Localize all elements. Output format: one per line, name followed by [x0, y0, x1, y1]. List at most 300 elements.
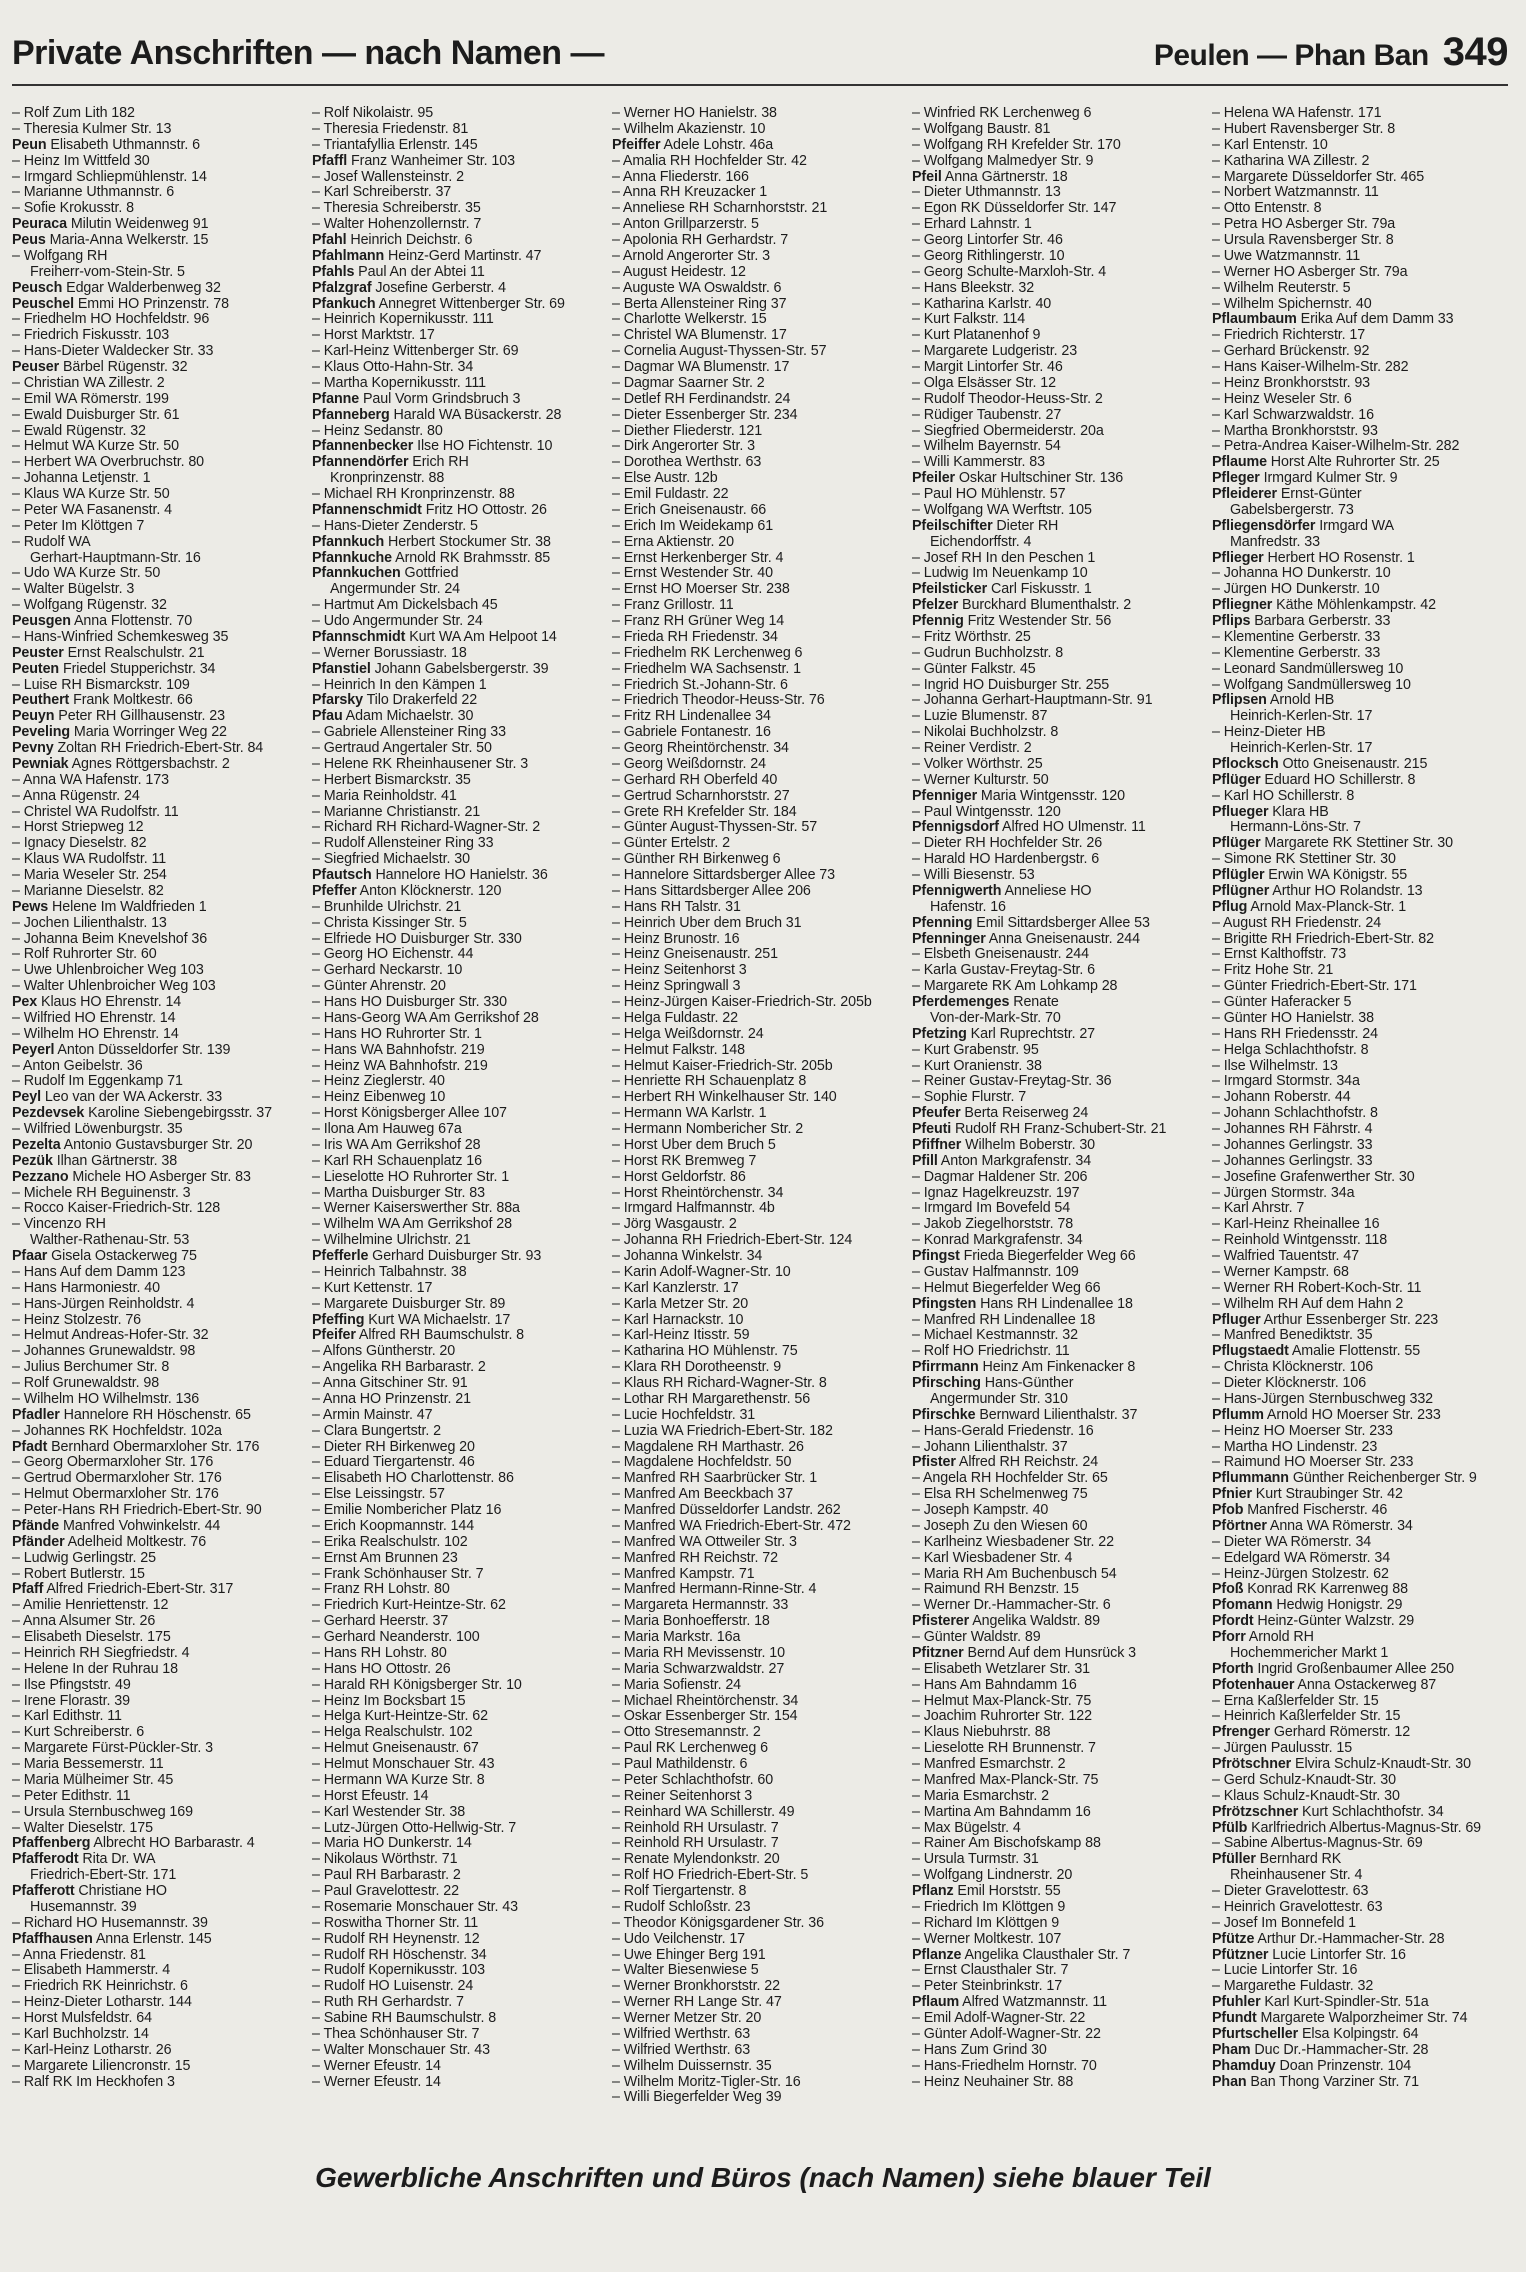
directory-entry: – Gerhard Neckarstr. 10	[312, 963, 463, 979]
directory-entry: – Klaus Niebuhrstr. 88	[912, 1725, 1051, 1741]
directory-entry: – Else Austr. 12b	[612, 471, 718, 487]
directory-entry: – Dieter Gravelottestr. 63	[1212, 1884, 1369, 1899]
directory-entry: – Paul HO Mühlenstr. 57	[912, 487, 1066, 502]
directory-entry: – Maria HO Dunkerstr. 14	[312, 1836, 472, 1852]
directory-entry: – Raimund HO Moerser Str. 233	[1212, 1455, 1414, 1471]
directory-entry: – Konrad Markgrafenstr. 34	[912, 1233, 1083, 1249]
directory-entry: Peyerl Anton Düsseldorfer Str. 139	[12, 1042, 231, 1058]
directory-entry: – Amilie Henriettenstr. 12	[12, 1598, 169, 1614]
directory-entry: – August Heidestr. 12	[612, 264, 746, 280]
directory-entry: – Johann Schlachthofstr. 8	[1212, 1106, 1378, 1122]
directory-entry: – Herbert WA Overbruchstr. 80	[12, 455, 205, 471]
directory-entry: – Reiner Gustav-Freytag-Str. 36	[912, 1074, 1112, 1090]
directory-entry: – Margarethe Fuldastr. 32	[1212, 1979, 1374, 1995]
directory-entry: – Lucie Hochfeldstr. 31	[612, 1407, 756, 1423]
directory-entry: – Günter Haferacker 5	[1212, 995, 1352, 1010]
directory-entry: – Wolfgang RH Krefelder Str. 170	[912, 137, 1121, 153]
directory-entry: Pflaum Alfred Watzmannstr. 11	[912, 1995, 1107, 2011]
directory-entry: – Friedrich Theodor-Heuss-Str. 76	[612, 693, 825, 709]
directory-entry: – Cornelia August-Thyssen-Str. 57	[612, 344, 827, 360]
directory-entry: – Nikolai Buchholzstr. 8	[912, 725, 1059, 741]
directory-entry: – Michael Kestmannstr. 32	[912, 1328, 1078, 1344]
directory-entry: – Walter Uhlenbroicher Weg 103	[12, 979, 216, 995]
directory-entry: – Elfriede HO Duisburger Str. 330	[312, 931, 522, 947]
directory-entry: – Kurt Schreiberstr. 6	[12, 1725, 145, 1741]
directory-entry: – Anneliese RH Scharnhorststr. 21	[612, 201, 828, 217]
directory-entry: – Anna WA Hafenstr. 173	[12, 772, 169, 788]
directory-entry: – Raimund RH Benzstr. 15	[912, 1582, 1079, 1598]
directory-entry: Pflügner Arthur HO Rolandstr. 13	[1212, 883, 1423, 899]
directory-entry: – Elisabeth Dieselstr. 175	[12, 1630, 171, 1645]
directory-entry: – Manfred Benediktstr. 35	[1212, 1328, 1373, 1344]
directory-entry: – Franz RH Grüner Weg 14	[612, 614, 785, 629]
directory-entry: – Siegfried Michaelstr. 30	[312, 852, 470, 868]
directory-entry: – Gabriele Fontanestr. 16	[612, 725, 771, 741]
directory-entry: – Joseph Zu den Wiesen 60	[912, 1518, 1088, 1534]
directory-entry: – Walter Biesenwiese 5	[612, 1963, 759, 1979]
directory-entry: – Dagmar Saarner Str. 2	[612, 375, 765, 391]
directory-entry: Pfannenschmidt Fritz HO Ottostr. 26	[312, 502, 547, 518]
directory-entry: – Günther RH Birkenweg 6	[612, 852, 781, 868]
page-header	[12, 26, 1508, 86]
page-title: Private Anschriften — nach Namen —	[12, 34, 605, 72]
directory-entry: Gerhart-Hauptmann-Str. 16	[30, 550, 201, 566]
directory-entry: – Maria Weseler Str. 254	[12, 868, 167, 883]
directory-entry: – Margarete Düsseldorfer Str. 465	[1212, 169, 1425, 185]
directory-entry: – Johann Roberstr. 44	[1212, 1090, 1351, 1106]
directory-entry: Pfennigwerth Anneliese HO	[912, 883, 1092, 899]
directory-entry: – Hans-Winfried Schemkesweg 35	[12, 629, 229, 645]
directory-entry: – Werner HO Hanielstr. 38	[612, 106, 777, 121]
directory-entry: – Apolonia RH Gerhardstr. 7	[612, 233, 789, 248]
directory-entry: – Walter Monschauer Str. 43	[312, 2042, 490, 2058]
directory-entry: – Horst Königsberger Allee 107	[312, 1106, 507, 1122]
directory-entry: – Kurt Oranienstr. 38	[912, 1058, 1042, 1074]
directory-entry: – Karla Metzer Str. 20	[612, 1296, 749, 1312]
directory-entry: – Heinrich Talbahnstr. 38	[312, 1264, 467, 1280]
directory-entry: – Richard Im Klöttgen 9	[912, 1915, 1060, 1931]
directory-entry: – Hans Kaiser-Wilhelm-Str. 282	[1212, 360, 1409, 375]
directory-entry: – Gertrud Obermarxloher Str. 176	[12, 1471, 222, 1487]
directory-entry: – Martha Bronkhorststr. 93	[1212, 423, 1378, 439]
directory-entry: – Michael Rheintörchenstr. 34	[612, 1693, 799, 1709]
directory-entry: Pfautsch Hannelore HO Hanielstr. 36	[312, 868, 548, 883]
directory-entry: – Hermann Nombericher Str. 2	[612, 1122, 804, 1137]
directory-entry: – Klaus WA Kurze Str. 50	[12, 487, 170, 502]
directory-entry: – Gerd Schulz-Knaudt-Str. 30	[1212, 1772, 1396, 1788]
directory-entry: – Wolfgang Rügenstr. 32	[12, 598, 167, 614]
directory-entry: – Rolf HO Friedrichstr. 11	[912, 1344, 1070, 1360]
directory-entry: – Jakob Ziegelhorststr. 78	[912, 1217, 1074, 1233]
directory-entry: Pezdevsek Karoline Siebengebirgsstr. 37	[12, 1106, 272, 1122]
directory-entry: – Elisabeth HO Charlottenstr. 86	[312, 1471, 514, 1487]
directory-entry: – Georg Rithlingerstr. 10	[912, 248, 1065, 264]
directory-entry: – Hans HO Ottostr. 26	[312, 1661, 451, 1677]
directory-entry: Pfannkuchen Gottfried	[312, 566, 459, 582]
directory-entry: Pezük Ilhan Gärtnerstr. 38	[12, 1153, 178, 1169]
directory-entry: Pfirschke Bernward Lilienthalstr. 37	[912, 1407, 1138, 1423]
directory-entry: – Christian WA Zillestr. 2	[12, 375, 165, 391]
directory-entry: – Udo Angermunder Str. 24	[312, 614, 483, 629]
directory-entry: – Helene In der Ruhrau 18	[12, 1661, 178, 1677]
directory-entry: – Heinz Zieglerstr. 40	[312, 1074, 445, 1090]
directory-entry: – Horst Über dem Bruch 5	[612, 1137, 776, 1153]
directory-entry: – Werner RH Robert-Koch-Str. 11	[1212, 1280, 1422, 1296]
directory-entry: – Helga Realschulstr. 102	[312, 1725, 473, 1741]
directory-entry: Husemannstr. 39	[30, 1899, 137, 1915]
directory-entry: – Johannes Grunewaldstr. 98	[12, 1344, 196, 1360]
directory-entry: – Hermann WA Karlstr. 1	[612, 1106, 767, 1122]
directory-entry: Angermunder Str. 310	[930, 1391, 1068, 1407]
directory-entry: – Klementine Gerberstr. 33	[1212, 629, 1381, 645]
directory-entry: – Horst Mulsfeldstr. 64	[12, 2011, 152, 2026]
directory-entry: – Ernst Clausthaler Str. 7	[912, 1963, 1069, 1979]
directory-entry: – Franz Grillostr. 11	[612, 598, 734, 614]
directory-entry: Pfeiler Oskar Hultschiner Str. 136	[912, 471, 1124, 487]
directory-entry: Pevny Zoltan RH Friedrich-Ebert-Str. 84	[12, 741, 264, 756]
directory-entry: – Gerhard Neanderstr. 100	[312, 1630, 480, 1645]
directory-entry: – Reinhold Wintgensstr. 118	[1212, 1233, 1388, 1249]
directory-entry: – Willi Kammerstr. 83	[912, 455, 1045, 471]
directory-entry: – Petra HO Asberger Str. 79a	[1212, 217, 1396, 233]
directory-entry: – Friedrich Richterstr. 17	[1212, 328, 1366, 344]
directory-entry: – Ignaz Hagelkreuzstr. 197	[912, 1185, 1080, 1201]
directory-entry: Pfanne Paul Vorm Grindsbruch 3	[312, 391, 521, 407]
directory-entry: – Maria RH Mevissenstr. 10	[612, 1645, 785, 1661]
directory-entry: – Vincenzo RH	[12, 1217, 106, 1233]
directory-entry: Freiherr-vom-Stein-Str. 5	[30, 264, 185, 280]
directory-entry: – Heinz Im Bocksbart 15	[312, 1693, 466, 1709]
directory-entry: – Anna Alsumer Str. 26	[12, 1614, 156, 1630]
directory-entry: – Rudolf Allensteiner Ring 33	[312, 836, 494, 852]
directory-entry: Manfredstr. 33	[1230, 534, 1320, 550]
directory-entry: – Helmut Gneisenaustr. 67	[312, 1741, 479, 1757]
directory-entry: – Werner Dr.-Hammacher-Str. 6	[912, 1598, 1111, 1614]
directory-entry: Pfundt Margarete Walporzheimer Str. 74	[1212, 2011, 1468, 2026]
directory-entry: – Margit Lintorfer Str. 46	[912, 360, 1063, 375]
directory-entry: – Hans Bleekstr. 32	[912, 280, 1035, 296]
directory-entry: – Johanna Letjenstr. 1	[12, 471, 151, 487]
directory-entry: Pfeufer Berta Reiserweg 24	[912, 1106, 1089, 1122]
directory-entry: – Luzie Blumenstr. 87	[912, 709, 1048, 725]
directory-entry: – Johanna HO Dunkerstr. 10	[1212, 566, 1391, 582]
directory-entry: – Helga Schlachthofstr. 8	[1212, 1042, 1369, 1058]
directory-entry: Peyl Leo van der WA Ackerstr. 33	[12, 1090, 223, 1106]
directory-entry: – Paul RK Lerchenweg 6	[612, 1741, 768, 1757]
directory-entry: Pfaffhausen Anna Erlenstr. 145	[12, 1931, 212, 1947]
directory-entry: – Werner Efeustr. 14	[312, 2074, 441, 2090]
directory-entry: – Christel WA Blumenstr. 17	[612, 328, 787, 344]
directory-entry: – Wolfgang RH	[12, 248, 108, 264]
directory-entry: – Gerhard RH Oberfeld 40	[612, 772, 778, 788]
directory-entry: – Ignacy Dieselstr. 82	[12, 836, 147, 852]
directory-entry: Hermann-Löns-Str. 7	[1230, 820, 1361, 836]
directory-entry: – Klaus WA Rudolfstr. 11	[12, 852, 167, 868]
directory-entry: – Anna Fliederstr. 166	[612, 169, 749, 185]
directory-entry: Pfrötzschner Kurt Schlachthofstr. 34	[1212, 1804, 1444, 1820]
directory-entry: – Josefine Grafenwerther Str. 30	[1212, 1169, 1415, 1185]
directory-entry: Pfützner Lucie Lintorfer Str. 16	[1212, 1947, 1406, 1963]
directory-entry: – Maria Schwarzwaldstr. 27	[612, 1661, 785, 1677]
directory-entry: – Magdalene RH Marthastr. 26	[612, 1439, 804, 1455]
directory-entry: Rheinhausener Str. 4	[1230, 1868, 1363, 1884]
directory-entry: – Karin Adolf-Wagner-Str. 10	[612, 1264, 791, 1280]
directory-entry: – Rosemarie Monschauer Str. 43	[312, 1899, 518, 1915]
directory-entry: – Georg Rheintörchenstr. 34	[612, 741, 789, 756]
directory-entry: – Georg Schulte-Marxloh-Str. 4	[912, 264, 1107, 280]
directory-entry: – Helmut Andreas-Hofer-Str. 32	[12, 1328, 209, 1344]
directory-entry: – Günter Falkstr. 45	[912, 661, 1036, 677]
directory-entry: – Horst Striepweg 12	[12, 820, 144, 836]
directory-entry: – Margarete Fürst-Pückler-Str. 3	[12, 1741, 213, 1757]
directory-entry: – Helena WA Hafenstr. 171	[1212, 106, 1382, 121]
directory-entry: – Anna Rügenstr. 24	[12, 788, 140, 804]
directory-entry: – Hannelore Sittardsberger Allee 73	[612, 868, 836, 883]
directory-entry: Pfliegensdörfer Irmgard WA	[1212, 518, 1394, 534]
directory-entry: – Heinz Seitenhorst 3	[612, 963, 747, 979]
directory-entry: – Heinz WA Bahnhofstr. 219	[312, 1058, 488, 1074]
directory-entry: – Ilse Pfingststr. 49	[12, 1677, 131, 1693]
directory-entry: Pfotenhauer Anna Ostackerweg 87	[1212, 1677, 1437, 1693]
directory-entry: – Karl Edithstr. 11	[12, 1709, 122, 1725]
directory-entry: Heinrich-Kerlen-Str. 17	[1230, 741, 1373, 756]
directory-entry: – Johannes Gerlingstr. 33	[1212, 1153, 1373, 1169]
directory-entry: Heinrich-Kerlen-Str. 17	[1230, 709, 1373, 725]
directory-entry: – Karla Gustav-Freytag-Str. 6	[912, 963, 1096, 979]
directory-entry: – Fritz Hohe Str. 21	[1212, 963, 1334, 979]
directory-entry: – Diether Fliederstr. 121	[612, 423, 763, 439]
directory-entry: – Elsa RH Schelmenweg 75	[912, 1487, 1088, 1503]
directory-entry: – Rüdiger Taubenstr. 27	[912, 407, 1062, 423]
directory-entry: – Georg Weißdornstr. 24	[612, 756, 766, 772]
directory-entry: – Rolf Zum Lith 182	[12, 106, 135, 121]
directory-entry: – Heinz Bronkhorststr. 93	[1212, 375, 1371, 391]
directory-entry: Pfnier Kurt Straubinger Str. 42	[1212, 1487, 1403, 1503]
directory-entry: – Dagmar WA Blumenstr. 17	[612, 360, 790, 375]
directory-entry: – Friedrich St.-Johann-Str. 6	[612, 677, 788, 693]
directory-entry: – Paul Mathildenstr. 6	[612, 1757, 748, 1772]
directory-entry: – Hubert Ravensberger Str. 8	[1212, 121, 1396, 137]
directory-entry: – Karl Schwarzwaldstr. 16	[1212, 407, 1374, 423]
directory-entry: – Manfred WA Ottweiler Str. 3	[612, 1534, 797, 1550]
directory-entry: – Heinz Im Wittfeld 30	[12, 153, 150, 169]
directory-entry: – Heinrich Kopernikusstr. 111	[312, 312, 494, 328]
directory-entry: – Alfons Güntherstr. 20	[312, 1344, 456, 1360]
directory-entry: – Günter Friedrich-Ebert-Str. 171	[1212, 979, 1417, 995]
directory-entry: Pflieger Herbert HO Rosenstr. 1	[1212, 550, 1415, 566]
directory-entry: Pfeilsticker Carl Fiskusstr. 1	[912, 582, 1092, 598]
directory-entry: – Dieter Uthmannstr. 13	[912, 185, 1061, 201]
directory-entry: Peun Elisabeth Uthmannstr. 6	[12, 137, 200, 153]
directory-entry: Peveling Maria Worringer Weg 22	[12, 725, 227, 741]
directory-entry: – Arnold Angerorter Str. 3	[612, 248, 770, 264]
directory-entry: Pfoß Konrad RK Karrenweg 88	[1212, 1582, 1408, 1598]
directory-entry: – Elsbeth Gneisenaustr. 244	[912, 947, 1089, 963]
directory-entry: – Erich Koopmannstr. 144	[312, 1518, 475, 1534]
directory-entry: – Karl Buchholzstr. 14	[12, 2026, 149, 2042]
directory-entry: – Sabine RH Baumschulstr. 8	[312, 2011, 497, 2026]
directory-entry: – Johanna Beim Knevelshof 36	[12, 931, 208, 947]
directory-entry: – Dirk Angerorter Str. 3	[612, 439, 756, 455]
directory-entry: – Ludwig Gerlingstr. 25	[12, 1550, 156, 1566]
directory-entry: Pfomann Hedwig Honigstr. 29	[1212, 1598, 1403, 1614]
directory-entry: – Kurt Grabenstr. 95	[912, 1042, 1039, 1058]
directory-entry: – Helmut Obermarxloher Str. 176	[12, 1487, 219, 1503]
directory-entry: – Richard RH Richard-Wagner-Str. 2	[312, 820, 541, 836]
directory-entry: – Karl Wiesbadener Str. 4	[912, 1550, 1073, 1566]
directory-entry: – Karl RH Schauenplatz 16	[312, 1153, 482, 1169]
directory-entry: – Robert Butlerstr. 15	[12, 1566, 145, 1582]
directory-entry: – Wilfried Löwenburgstr. 35	[12, 1122, 183, 1137]
directory-entry: – Karl Schreiberstr. 37	[312, 185, 452, 201]
directory-entry: – Hans RH Lohstr. 80	[312, 1645, 447, 1661]
directory-entry: – Wilfried Werthstr. 63	[612, 2026, 751, 2042]
directory-entry: – Horst Geldorfstr. 86	[612, 1169, 746, 1185]
directory-entry: – Katharina WA Zillestr. 2	[1212, 153, 1370, 169]
header-range-and-page	[1154, 30, 1508, 75]
directory-entry: – Gerhard Heerstr. 37	[312, 1614, 449, 1630]
directory-entry: – Horst Rheintörchenstr. 34	[612, 1185, 784, 1201]
directory-entry: – Margarete Liliencronstr. 15	[12, 2058, 191, 2074]
directory-entry: Pfefferle Gerhard Duisburger Str. 93	[312, 1249, 542, 1264]
directory-entry: Pfob Manfred Fischerstr. 46	[1212, 1503, 1388, 1518]
directory-entry: – Josef RH In den Peschen 1	[912, 550, 1096, 566]
directory-entry: – Henriette RH Schauenplatz 8	[612, 1074, 807, 1090]
directory-entry: Pfeffer Anton Klöcknerstr. 120	[312, 883, 502, 899]
directory-entry: – Rolf Ruhrorter Str. 60	[12, 947, 157, 963]
directory-entry: Pfisterer Angelika Waldstr. 89	[912, 1614, 1101, 1630]
directory-entry: – Nikolaus Wörthstr. 71	[312, 1852, 458, 1868]
directory-entry: – Rudolf WA	[12, 534, 91, 550]
directory-entry: – Wilhelm HO Ehrenstr. 14	[12, 1026, 179, 1042]
directory-entry: Pfeffing Kurt WA Michaelstr. 17	[312, 1312, 511, 1328]
directory-entry: – Dieter Essenberger Str. 234	[612, 407, 798, 423]
directory-entry: – Johanna Winkelstr. 34	[612, 1249, 763, 1264]
directory-entry: – Willi Biegerfelder Weg 39	[612, 2090, 782, 2106]
directory-entry: – Elisabeth Hammerstr. 4	[12, 1963, 171, 1979]
directory-entry: – Lieselotte HO Ruhrorter Str. 1	[312, 1169, 510, 1185]
directory-entry: – Helga Kurt-Heintze-Str. 62	[312, 1709, 488, 1725]
directory-entry: – Sabine Albertus-Magnus-Str. 69	[1212, 1836, 1423, 1852]
directory-entry: – Horst RK Bremweg 7	[612, 1153, 757, 1169]
directory-entry: – Emilie Nombericher Platz 16	[312, 1503, 502, 1518]
directory-entry: – Eduard Tiergartenstr. 46	[312, 1455, 475, 1471]
directory-entry: – Reiner Verdistr. 2	[912, 741, 1032, 756]
directory-entry: – Irene Florastr. 39	[12, 1693, 130, 1709]
directory-entry: Pflummann Günther Reichenberger Str. 9	[1212, 1471, 1477, 1487]
directory-entry: – Kurt Falkstr. 114	[912, 312, 1026, 328]
directory-entry: Pewniak Agnes Röttgersbachstr. 2	[12, 756, 230, 772]
directory-entry: – Hans-Dieter Waldecker Str. 33	[12, 344, 214, 360]
directory-entry: – Brigitte RH Friedrich-Ebert-Str. 82	[1212, 931, 1434, 947]
directory-entry: Pfluger Arthur Essenberger Str. 223	[1212, 1312, 1439, 1328]
directory-entry: Pfänder Adelheid Moltkestr. 76	[12, 1534, 207, 1550]
directory-entry: – Peter Im Klöttgen 7	[12, 518, 145, 534]
directory-entry: – Iris WA Am Gerrikshof 28	[312, 1137, 481, 1153]
directory-entry: Phamduy Doan Prinzenstr. 104	[1212, 2058, 1412, 2074]
directory-entry: Pfaffenberg Albrecht HO Barbarastr. 4	[12, 1836, 255, 1852]
directory-entry: – Günter August-Thyssen-Str. 57	[612, 820, 818, 836]
directory-entry: – Ernst Am Brunnen 23	[312, 1550, 458, 1566]
directory-entry: – Wilhelm Reuterstr. 5	[1212, 280, 1351, 296]
directory-entry: – Heinrich Kaßlerfelder Str. 15	[1212, 1709, 1401, 1725]
directory-entry: – Katharina HO Mühlenstr. 75	[612, 1344, 798, 1360]
directory-entry: – Ilse Wilhelmstr. 13	[1212, 1058, 1338, 1074]
directory-entry: Pflips Barbara Gerberstr. 33	[1212, 614, 1391, 629]
directory-entry: – Peter Steinbrinkstr. 17	[912, 1979, 1063, 1995]
directory-entry: – Siegfried Obermeiderstr. 20a	[912, 423, 1104, 439]
directory-entry: – Erna Aktienstr. 20	[612, 534, 734, 550]
directory-entry: Peuster Ernst Realschulstr. 21	[12, 645, 205, 661]
directory-entry: – Wilfried Werthstr. 63	[612, 2042, 751, 2058]
directory-entry: – Werner Kulturstr. 50	[912, 772, 1049, 788]
directory-entry: Pflüger Eduard HO Schillerstr. 8	[1212, 772, 1416, 788]
directory-entry: – Ewald Rügenstr. 32	[12, 423, 146, 439]
directory-entry: – Hans-Georg WA Am Gerrikshof 28	[312, 1010, 539, 1026]
directory-entry: – Hermann WA Kurze Str. 8	[312, 1772, 485, 1788]
directory-entry: – Werner Kampstr. 68	[1212, 1264, 1349, 1280]
directory-entry: – Rudolf RH Höschenstr. 34	[312, 1947, 487, 1963]
directory-entry: – Heinz Eibenweg 10	[312, 1090, 446, 1106]
directory-entry: – Walter Hohenzollernstr. 7	[312, 217, 482, 233]
directory-entry: Pfankuch Annegret Wittenberger Str. 69	[312, 296, 565, 312]
directory-entry: – Rudolf HO Luisenstr. 24	[312, 1979, 474, 1995]
directory-entry: – Winfried RK Lerchenweg 6	[912, 106, 1092, 121]
directory-entry: – Manfred WA Friedrich-Ebert-Str. 472	[612, 1518, 851, 1534]
directory-entry: – Renate Mylendonkstr. 20	[612, 1852, 780, 1868]
directory-entry: Pflugstaedt Amalie Flottenstr. 55	[1212, 1344, 1421, 1360]
directory-entry: – Erhard Lahnstr. 1	[912, 217, 1032, 233]
directory-entry: – Karl Entenstr. 10	[1212, 137, 1328, 153]
directory-entry: Pfenniger Maria Wintgensstr. 120	[912, 788, 1125, 804]
directory-entry: – Herbert Bismarckstr. 35	[312, 772, 471, 788]
directory-entry: Pfanneberg Harald WA Büsackerstr. 28	[312, 407, 562, 423]
directory-entry: – Karl-Heinz Lotharstr. 26	[12, 2042, 172, 2058]
directory-entry: – Heinz-Dieter Lotharstr. 144	[12, 1995, 192, 2011]
page-number: 349	[1442, 30, 1508, 74]
directory-entry: – Walter Bügelstr. 3	[12, 582, 135, 598]
directory-entry: Pfaff Alfred Friedrich-Ebert-Str. 317	[12, 1582, 234, 1598]
directory-entry: – Wolfgang WA Werftstr. 105	[912, 502, 1092, 518]
directory-entry: – Maria Esmarchstr. 2	[912, 1788, 1049, 1804]
directory-entry: – Lucie Lintorfer Str. 16	[1212, 1963, 1358, 1979]
directory-entry: – Rolf Grunewaldstr. 98	[12, 1376, 160, 1391]
directory-entry: – Karl-Heinz Rheinallee 16	[1212, 1217, 1380, 1233]
directory-entry: Phan Ban Thong Varziner Str. 71	[1212, 2074, 1419, 2090]
directory-entry: – Kurt Kettenstr. 17	[312, 1280, 433, 1296]
directory-entry: – Hans RH Friedensstr. 24	[1212, 1026, 1378, 1042]
directory-entry: – Horst Marktstr. 17	[312, 328, 435, 344]
directory-entry: Pflüger Margarete RK Stettiner Str. 30	[1212, 836, 1453, 852]
directory-entry: – Heinz HO Moerser Str. 233	[1212, 1423, 1393, 1439]
directory-entry: – Rudolf Kopernikusstr. 103	[312, 1963, 485, 1979]
directory-entry: – Friedrich Im Klöttgen 9	[912, 1899, 1066, 1915]
directory-entry: – Georg HO Eichenstr. 44	[312, 947, 474, 963]
directory-entry: – Maria Sofienstr. 24	[612, 1677, 742, 1693]
directory-entry: – Wilhelm Moritz-Tigler-Str. 16	[612, 2074, 801, 2090]
directory-entry: Pflügler Erwin WA Königstr. 55	[1212, 868, 1408, 883]
directory-entry: Pfeil Anna Gärtnerstr. 18	[912, 169, 1068, 185]
directory-entry: – Hans-Dieter Zenderstr. 5	[312, 518, 478, 534]
directory-entry: – Reinhold RH Ursulastr. 7	[612, 1820, 779, 1836]
directory-entry: – Manfred Düsseldorfer Landstr. 262	[612, 1503, 841, 1518]
directory-entry: – Manfred RH Lindenallee 18	[912, 1312, 1096, 1328]
directory-entry: Pforr Arnold RH	[1212, 1630, 1314, 1645]
directory-entry: Pfennig Fritz Westender Str. 56	[912, 614, 1112, 629]
directory-entry: – Else Leissingstr. 57	[312, 1487, 445, 1503]
directory-entry: – Armin Mainstr. 47	[312, 1407, 433, 1423]
directory-entry: Pews Helene Im Waldfrieden 1	[12, 899, 207, 915]
